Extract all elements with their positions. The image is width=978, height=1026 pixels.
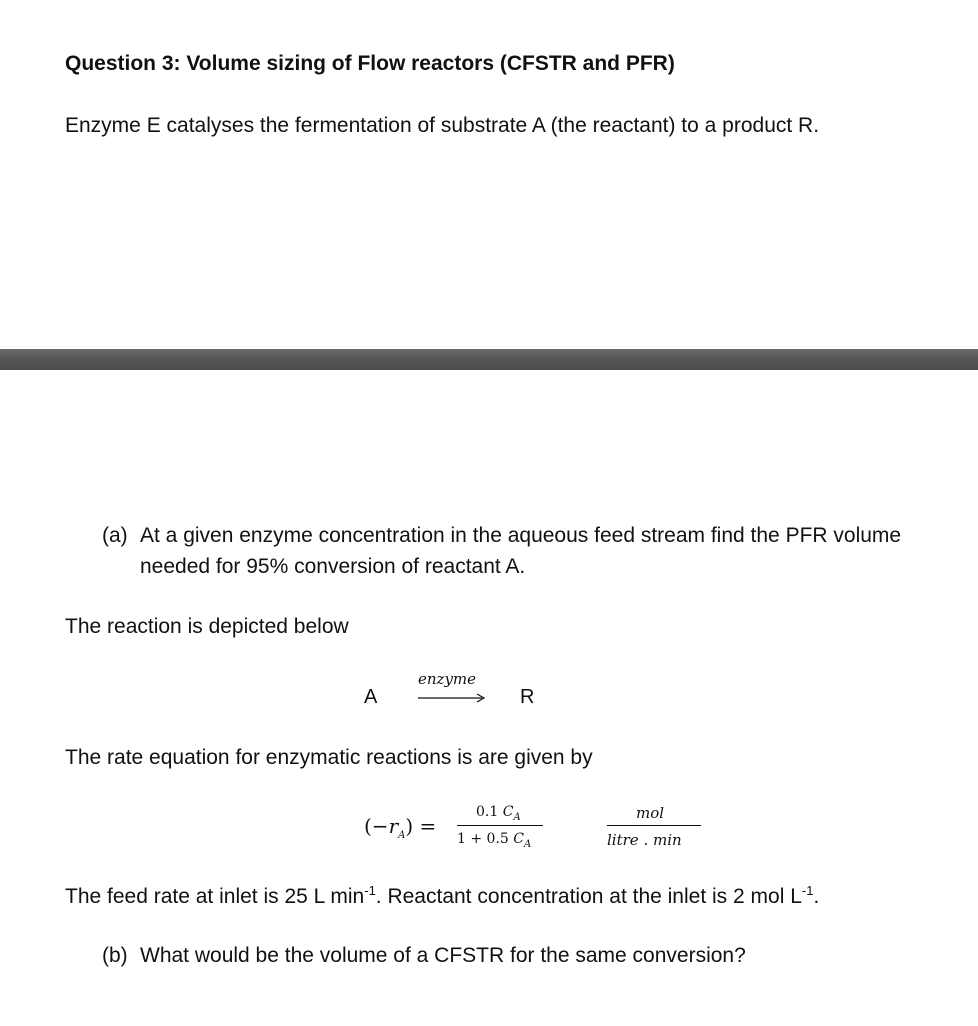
rate-lhs-open: (− <box>364 814 389 838</box>
section-divider-bar <box>0 349 978 370</box>
rate-equation-caption: The rate equation for enzymatic reactions is are given by <box>65 746 593 769</box>
rate-num-coef: 0.1 <box>476 804 503 820</box>
reaction-reactant: A <box>364 686 378 708</box>
reaction-arrow-icon <box>418 691 486 709</box>
reaction-caption: The reaction is depicted below <box>65 615 349 638</box>
feed-sup-1: -1 <box>364 883 376 898</box>
question-intro: Enzyme E catalyses the fermentation of substrate A (the reactant) to a product R. <box>65 114 820 137</box>
rate-numerator <box>476 804 521 823</box>
feed-sup-2: -1 <box>801 883 814 898</box>
feed-text-3: . <box>813 885 820 908</box>
rate-lhs-symbol: r <box>388 814 399 838</box>
feed-conditions <box>65 883 819 909</box>
rate-unit-denominator: litre . min <box>607 831 682 849</box>
feed-text-2: . Reactant concentration at the inlet is 2 mol L <box>375 885 802 908</box>
rate-denominator <box>457 831 531 850</box>
reaction-catalyst-label: enzyme <box>418 670 477 688</box>
rate-num-var: C <box>502 804 514 820</box>
rate-den-prefix: 1 + 0.5 <box>457 831 514 847</box>
part-b-marker: (b) <box>102 944 128 967</box>
part-a-marker: (a) <box>102 524 128 547</box>
rate-lhs <box>364 814 436 841</box>
question-heading: Question 3: Volume sizing of Flow reactors (CFSTR and PFR) <box>65 52 675 75</box>
rate-den-sub: A <box>523 838 532 850</box>
rate-unit-numerator: mol <box>636 804 665 822</box>
part-b-text: What would be the volume of a CFSTR for the same conversion? <box>140 944 746 967</box>
rate-lhs-subscript: A <box>398 830 406 841</box>
rate-lhs-close: ) = <box>405 814 437 838</box>
feed-text-1: The feed rate at inlet is 25 L min <box>65 885 365 908</box>
rate-den-var: C <box>513 831 524 847</box>
rate-fraction-bar <box>457 825 543 826</box>
right-arrow-icon <box>418 692 486 704</box>
rate-unit-fraction-bar <box>607 825 701 826</box>
part-a-text-line2: needed for 95% conversion of reactant A. <box>140 555 526 578</box>
rate-num-sub: A <box>513 811 521 823</box>
part-a-text-line1: At a given enzyme concentration in the aqueous feed stream find the PFR volume <box>140 524 902 547</box>
reaction-product: R <box>520 686 535 708</box>
